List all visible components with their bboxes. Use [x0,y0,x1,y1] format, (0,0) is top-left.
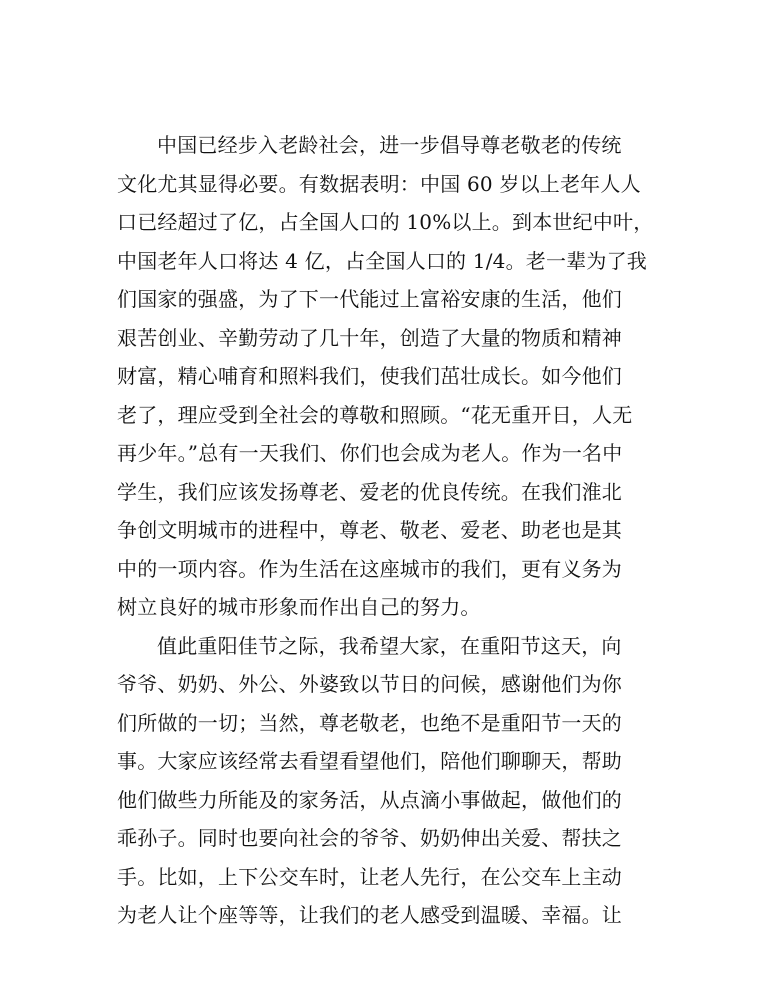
text-line: 们国家的强盛，为了下一代能过上富裕安康的生活，他们 [117,287,622,311]
text-line: 为老人让个座等等，让我们的老人感受到温暖、幸福。让 [117,903,622,927]
text-line: 艰苦创业、辛勤劳动了几十年，创造了大量的物质和精神 [117,325,622,350]
text-line: 爷爷、奶奶、外公、外婆致以节日的问候，感谢他们为你 [117,672,622,696]
text-line: 文化尤其显得必要。有数据表明：中国 60 岁以上老年人人 [117,171,641,196]
text-line: 老了，理应受到全社会的尊敬和照顾。“花无重开日，人无 [117,402,633,427]
document-body [117,126,657,935]
text-line: 中的一项内容。作为生活在这座城市的我们，更有义务为 [117,556,622,581]
text-line: 中国已经步入老龄社会，进一步倡导尊老敬老的传统 [157,133,622,157]
text-line: 们所做的一切；当然，尊老敬老，也绝不是重阳节一天的 [117,710,622,735]
text-line: 再少年。”总有一天我们、你们也会成为老人。作为一名中 [117,441,623,465]
paragraph-2 [117,627,657,935]
text-line: 手。比如，上下公交车时，让老人先行，在公交车上主动 [117,864,622,889]
text-line: 乖孙子。同时也要向社会的爷爷、奶奶伸出关爱、帮扶之 [117,826,622,850]
text-line: 口已经超过了亿，占全国人口的 10%以上。到本世纪中叶， [117,210,654,234]
paragraph-1 [117,126,657,627]
text-line: 学生，我们应该发扬尊老、爱老的优良传统。在我们淮北 [117,479,622,504]
text-line: 树立良好的城市形象而作出自己的努力。 [117,595,481,619]
text-line: 事。大家应该经常去看望看望他们，陪他们聊聊天，帮助 [117,749,622,773]
text-line: 他们做些力所能及的家务活，从点滴小事做起，做他们的 [117,787,622,812]
text-line: 中国老年人口将达 4 亿，占全国人口的 1/4。老一辈为了我 [117,248,647,273]
text-line: 财富，精心哺育和照料我们，使我们茁壮成长。如今他们 [117,364,622,388]
text-line: 争创文明城市的进程中，尊老、敬老、爱老、助老也是其 [117,518,622,542]
text-line: 值此重阳佳节之际，我希望大家，在重阳节这天，向 [157,633,622,658]
